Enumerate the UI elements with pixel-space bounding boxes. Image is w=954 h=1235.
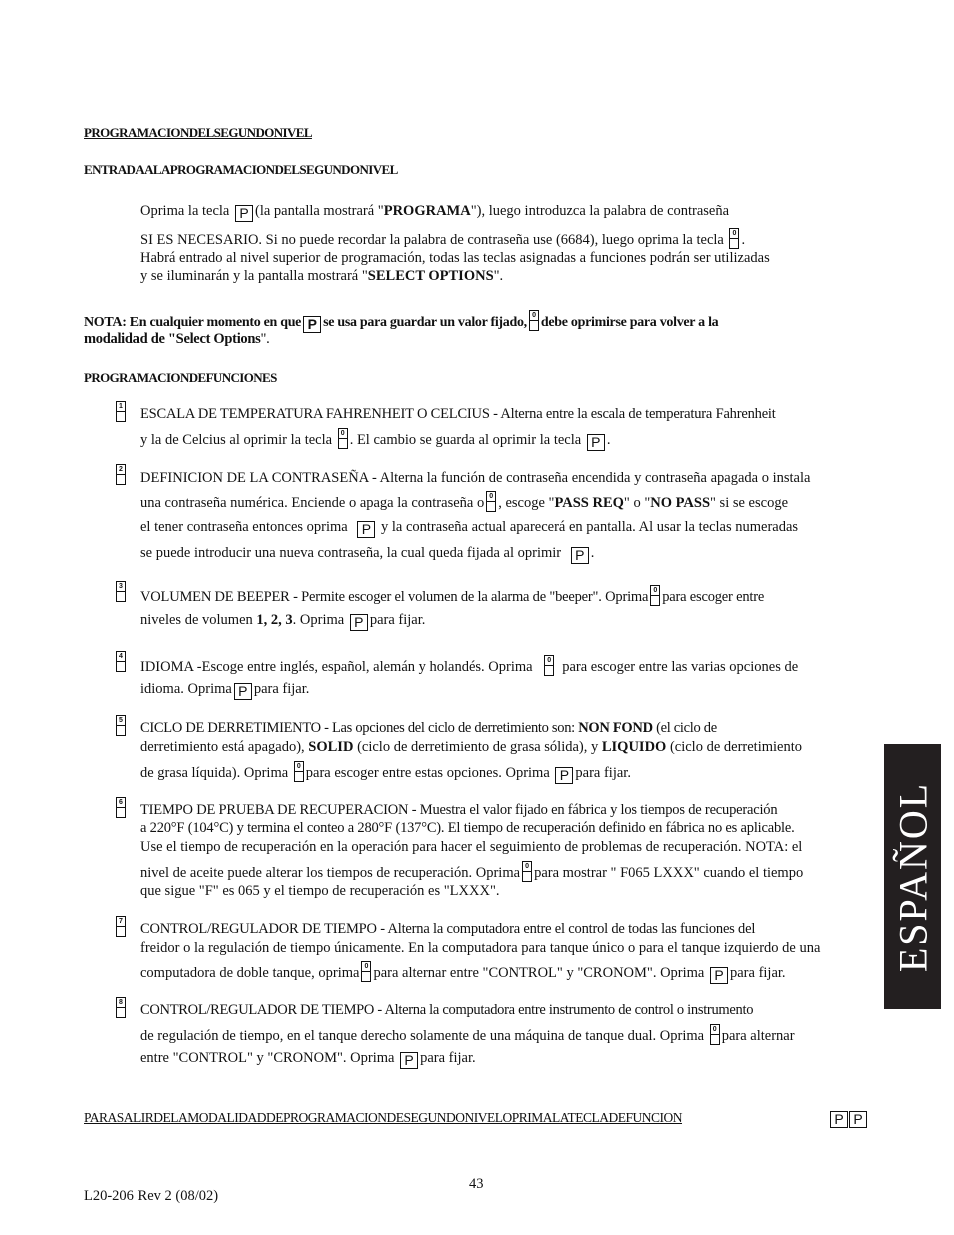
- item5-line-3: de grasa líquida). Oprima 0 para escoger entre estas opciones. Oprima P para fijar.: [140, 763, 631, 783]
- item7-line-2: freidor o la regulación de tiempo únicamente. En la computadora para tanque único o para el tanque izquierdo de una: [140, 940, 821, 956]
- item6-line-2: a 220°F (104°C) y termina el conteo a 280°F (137°C). El tiempo de recuperación definido en fábrica no es aplicable.: [140, 820, 795, 836]
- item8-line-1: CONTROL/REGULADOR DE TIEMPO - Alterna la computadora entre instrumento de control o instrumento: [140, 1002, 754, 1018]
- intro-line-4: y se iluminarán y la pantalla mostrará "SELECT OPTIONS".: [140, 268, 504, 284]
- p-key-icon: P: [555, 767, 573, 784]
- item8-line-3: entre "CONTROL" y "CRONOM". Oprima P para fijar.: [140, 1050, 476, 1068]
- zero-key-icon: 0: [529, 310, 539, 331]
- item4-line-1: IDIOMA -Escoge entre inglés, español, alemán y holandés. Oprima 0 para escoger entre las varias opciones de: [140, 657, 799, 675]
- p-p-keys: [830, 1108, 867, 1128]
- item6-line-4: nivel de aceite puede alterar los tiempos de recuperación. Oprima 0 para mostrar " F065 LXXX" cuando el tiempo: [140, 863, 804, 881]
- zero-key-icon: 0: [710, 1024, 720, 1045]
- page-number: 43: [469, 1176, 484, 1192]
- item2-line-1: DEFINICION DE LA CONTRASEÑA - Alterna la función de contraseña encendida y contraseña apagada o instala: [140, 470, 811, 486]
- p-key-icon: P: [710, 967, 728, 984]
- zero-key-icon: 0: [544, 655, 554, 676]
- p-key-icon: P: [350, 614, 368, 631]
- side-tab-label: ESPAÑOL: [890, 781, 935, 972]
- intro-line-2: SI ES NECESARIO. Si no puede recordar la palabra de contraseña use (6684), luego oprima la tecla 0 .: [140, 230, 746, 248]
- key-1-icon: 1: [116, 401, 126, 422]
- item4-line-2: idioma. Oprima P para fijar.: [140, 681, 310, 699]
- zero-key-icon: 0: [522, 861, 532, 882]
- item1-line-2: y la de Celcius al oprimir la tecla 0 . El cambio se guarda al oprimir la tecla P .: [140, 430, 611, 450]
- zero-key-icon: 0: [486, 491, 496, 512]
- key-2-icon: 2: [116, 464, 126, 485]
- item7-line-1: CONTROL/REGULADOR DE TIEMPO - Alterna la computadora entre el control de todas las funciones del: [140, 921, 756, 937]
- p-key-icon: P: [303, 316, 321, 333]
- p-key-icon: P: [830, 1111, 848, 1128]
- item5-line-1: CICLO DE DERRETIMIENTO - Las opciones del ciclo de derretimiento son: NON FOND (el ciclo de: [140, 720, 717, 736]
- key-8-icon: 8: [116, 997, 126, 1018]
- p-key-icon: P: [571, 547, 589, 564]
- item6-line-1: TIEMPO DE PRUEBA DE RECUPERACION - Muestra el valor fijado en fábrica y los tiempos de recuperación: [140, 802, 778, 818]
- item2-line-4: se puede introducir una nueva contraseña, la cual queda fijada al oprimir P .: [140, 545, 595, 563]
- language-side-tab: [884, 744, 941, 1009]
- item8-line-2: de regulación de tiempo, en el tanque derecho solamente de una máquina de tanque dual. Oprima 0 para alternar: [140, 1026, 795, 1044]
- key-7-icon: 7: [116, 916, 126, 937]
- p-key-icon: P: [357, 521, 375, 538]
- p-key-icon: P: [234, 683, 252, 700]
- p-key-icon: P: [235, 205, 253, 222]
- key-4-icon: 4: [116, 651, 126, 672]
- p-key-icon: P: [849, 1111, 867, 1128]
- zero-key-icon: 0: [294, 761, 304, 782]
- item1-line-1: ESCALA DE TEMPERATURA FAHRENHEIT O CELCIUS - Alterna entre la escala de temperatura Fahrenheit: [140, 406, 776, 422]
- document-code: L20-206 Rev 2 (08/02): [84, 1188, 219, 1204]
- p-key-icon: P: [587, 434, 605, 451]
- exit-instruction: PARASALIRDELAMODALIDADDEPROGRAMACIONDESEGUNDONIVELOPRIMALATECLADEFUNCION: [84, 1110, 683, 1125]
- p-key-icon: P: [400, 1052, 418, 1069]
- nota-line-1: NOTA: En cualquier momento en que P se usa para guardar un valor fijado, 0 debe oprimirse para volver a la: [84, 312, 719, 332]
- intro-line-3: Habrá entrado al nivel superior de programación, todas las teclas asignadas a funciones podrán ser utilizadas: [140, 250, 770, 266]
- nota-line-2: modalidad de "Select Options".: [84, 331, 270, 347]
- item3-line-2: niveles de volumen 1, 2, 3. Oprima P para fijar.: [140, 612, 426, 630]
- zero-key-icon: 0: [650, 585, 660, 606]
- subsection-title-entry: ENTRADAALAPROGRAMACIONDELSEGUNDONIVEL: [84, 162, 398, 177]
- key-3-icon: 3: [116, 581, 126, 602]
- zero-key-icon: 0: [338, 428, 348, 449]
- item2-line-3: el tener contraseña entonces oprima P y la contraseña actual aparecerá en pantalla. Al usar la teclas numeradas: [140, 519, 799, 537]
- key-5-icon: 5: [116, 715, 126, 736]
- subsection-title-functions: PROGRAMACIONDEFUNCIONES: [84, 370, 277, 385]
- section-title: PROGRAMACIONDELSEGUNDONIVEL: [84, 125, 312, 140]
- item3-line-1: VOLUMEN DE BEEPER - Permite escoger el volumen de la alarma de "beeper". Oprima 0 para escoger entre: [140, 587, 765, 605]
- item2-line-2: una contraseña numérica. Enciende o apaga la contraseña o 0 , escoge "PASS REQ" o "NO PASS" si se escoge: [140, 493, 789, 511]
- key-6-icon: 6: [116, 797, 126, 818]
- item6-line-5: que sigue "F" es 065 y el tiempo de recuperación es "LXXX".: [140, 883, 500, 899]
- item6-line-3: Use el tiempo de recuperación en la operación para hacer el seguimiento de problemas de recuperación. NOTA: el: [140, 839, 803, 855]
- zero-key-icon: 0: [729, 228, 739, 249]
- intro-line-1: Oprima la tecla P (la pantalla mostrará "PROGRAMA"), luego introduzca la palabra de contraseña: [140, 203, 730, 221]
- item7-line-3: computadora de doble tanque, oprima 0 para alternar entre "CONTROL" y "CRONOM". Oprima P para fijar.: [140, 963, 786, 983]
- item5-line-2: derretimiento está apagado), SOLID (ciclo de derretimiento de grasa sólida), y LIQUIDO (ciclo de derretimiento: [140, 739, 803, 755]
- zero-key-icon: 0: [361, 961, 371, 982]
